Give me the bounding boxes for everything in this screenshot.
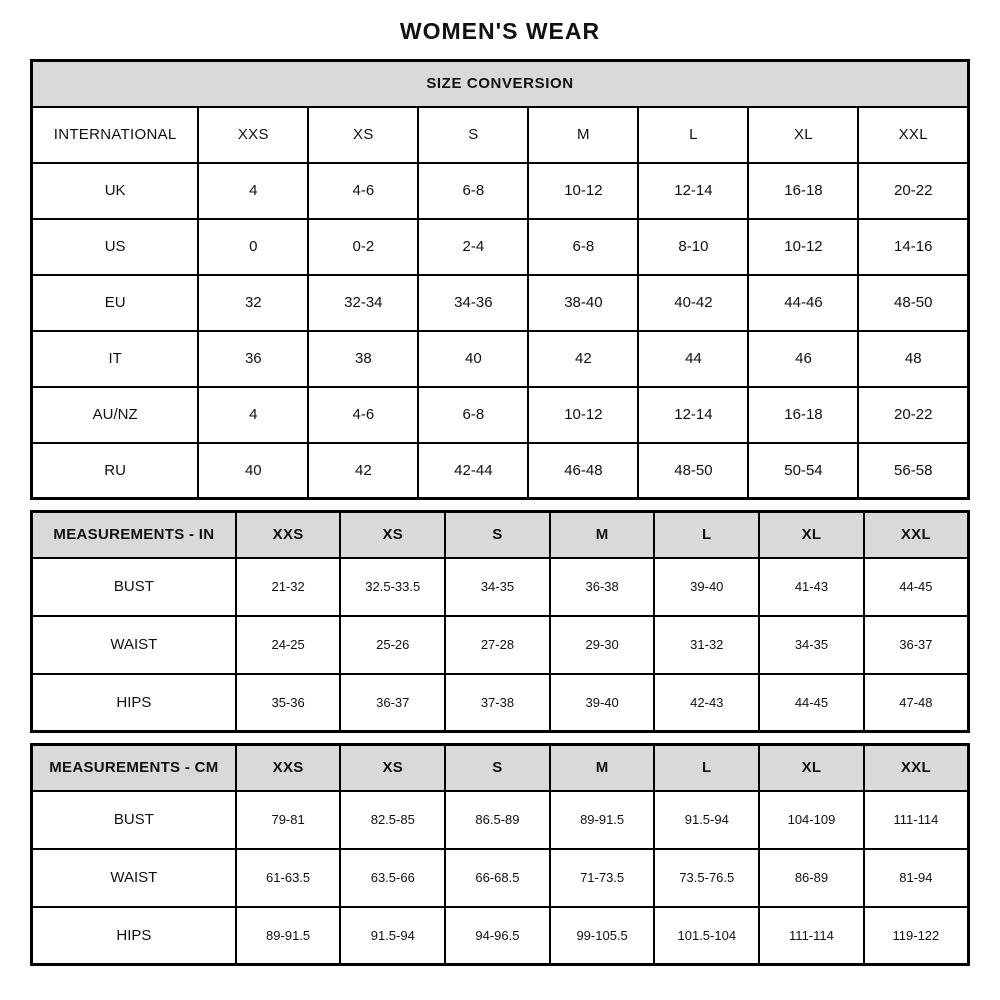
value-cell: 82.5-85 [340, 791, 445, 849]
value-cell: 46 [748, 331, 858, 387]
measurements-in-header-xs: XS [340, 512, 445, 558]
table-row [32, 275, 969, 331]
value-cell: 20-22 [858, 387, 968, 443]
value-cell: 48-50 [638, 443, 748, 499]
measurements-cm-header-xl: XL [759, 745, 864, 791]
value-cell: 0 [198, 219, 308, 275]
value-cell: 56-58 [858, 443, 968, 499]
measurements-cm-header-l: L [654, 745, 759, 791]
row-label: UK [32, 163, 199, 219]
value-cell: 42 [308, 443, 418, 499]
measurements-cm-header-xxl: XXL [864, 745, 969, 791]
table-row [32, 219, 969, 275]
value-cell: 14-16 [858, 219, 968, 275]
measurements-in-header-xl: XL [759, 512, 864, 558]
value-cell: 4 [198, 387, 308, 443]
value-cell: 24-25 [236, 616, 341, 674]
value-cell: 12-14 [638, 163, 748, 219]
banner-row [32, 61, 969, 107]
row-label: HIPS [32, 907, 236, 965]
value-cell: 89-91.5 [236, 907, 341, 965]
header-row [32, 512, 969, 558]
table-row [32, 674, 969, 732]
row-label: IT [32, 331, 199, 387]
page-title: WOMEN'S WEAR [399, 18, 601, 44]
value-cell: 8-10 [638, 219, 748, 275]
value-cell: 12-14 [638, 387, 748, 443]
measurements-cm-header-measurements-cm: MEASUREMENTS - CM [32, 745, 236, 791]
value-cell: 39-40 [654, 558, 759, 616]
value-cell: 46-48 [528, 443, 638, 499]
value-cell: 32-34 [308, 275, 418, 331]
value-cell: 38 [308, 331, 418, 387]
value-cell: 36-37 [864, 616, 969, 674]
value-cell: 81-94 [864, 849, 969, 907]
value-cell: 16-18 [748, 387, 858, 443]
row-label: US [32, 219, 199, 275]
measurements-in-header-m: M [550, 512, 655, 558]
value-cell: 20-22 [858, 163, 968, 219]
value-cell: 32 [198, 275, 308, 331]
value-cell: 0-2 [308, 219, 418, 275]
value-cell: 40-42 [638, 275, 748, 331]
value-cell: 86.5-89 [445, 791, 550, 849]
value-cell: 91.5-94 [340, 907, 445, 965]
value-cell: 31-32 [654, 616, 759, 674]
size-conversion-header-l: L [638, 107, 748, 163]
size-conversion-banner: SIZE CONVERSION [32, 61, 969, 107]
value-cell: 42 [528, 331, 638, 387]
value-cell: 48 [858, 331, 968, 387]
table-row [32, 907, 969, 965]
size-conversion-header-xl: XL [748, 107, 858, 163]
value-cell: 6-8 [528, 219, 638, 275]
size-conversion-header-xs: XS [308, 107, 418, 163]
table-row [32, 616, 969, 674]
size-conversion-header-m: M [528, 107, 638, 163]
row-label: EU [32, 275, 199, 331]
value-cell: 40 [198, 443, 308, 499]
measurements-cm-section [30, 743, 970, 966]
value-cell: 91.5-94 [654, 791, 759, 849]
value-cell: 16-18 [748, 163, 858, 219]
value-cell: 34-35 [759, 616, 864, 674]
value-cell: 4 [198, 163, 308, 219]
measurements-in-header-xxl: XXL [864, 512, 969, 558]
value-cell: 34-35 [445, 558, 550, 616]
row-label: WAIST [32, 849, 236, 907]
row-label: BUST [32, 791, 236, 849]
value-cell: 89-91.5 [550, 791, 655, 849]
value-cell: 10-12 [528, 387, 638, 443]
value-cell: 42-44 [418, 443, 528, 499]
value-cell: 119-122 [864, 907, 969, 965]
measurements-cm-table [30, 743, 970, 966]
table-row [32, 331, 969, 387]
value-cell: 44 [638, 331, 748, 387]
table-row [32, 791, 969, 849]
measurements-in-table [30, 510, 970, 733]
row-label: BUST [32, 558, 236, 616]
value-cell: 36 [198, 331, 308, 387]
row-label: AU/NZ [32, 387, 199, 443]
measurements-cm-header-s: S [445, 745, 550, 791]
value-cell: 47-48 [864, 674, 969, 732]
value-cell: 38-40 [528, 275, 638, 331]
value-cell: 36-38 [550, 558, 655, 616]
row-label: RU [32, 443, 199, 499]
value-cell: 32.5-33.5 [340, 558, 445, 616]
measurements-in-header-l: L [654, 512, 759, 558]
value-cell: 71-73.5 [550, 849, 655, 907]
size-conversion-section [30, 59, 970, 500]
row-label: HIPS [32, 674, 236, 732]
value-cell: 86-89 [759, 849, 864, 907]
value-cell: 104-109 [759, 791, 864, 849]
measurements-in-header-xxs: XXS [236, 512, 341, 558]
value-cell: 94-96.5 [445, 907, 550, 965]
value-cell: 4-6 [308, 387, 418, 443]
header-row [32, 745, 969, 791]
value-cell: 41-43 [759, 558, 864, 616]
value-cell: 10-12 [748, 219, 858, 275]
value-cell: 50-54 [748, 443, 858, 499]
value-cell: 44-45 [864, 558, 969, 616]
value-cell: 66-68.5 [445, 849, 550, 907]
value-cell: 48-50 [858, 275, 968, 331]
measurements-in-header-s: S [445, 512, 550, 558]
value-cell: 27-28 [445, 616, 550, 674]
measurements-in-header-measurements-in: MEASUREMENTS - IN [32, 512, 236, 558]
value-cell: 37-38 [445, 674, 550, 732]
value-cell: 34-36 [418, 275, 528, 331]
value-cell: 35-36 [236, 674, 341, 732]
value-cell: 61-63.5 [236, 849, 341, 907]
value-cell: 40 [418, 331, 528, 387]
value-cell: 36-37 [340, 674, 445, 732]
table-row [32, 387, 969, 443]
header-row [32, 107, 969, 163]
value-cell: 79-81 [236, 791, 341, 849]
value-cell: 29-30 [550, 616, 655, 674]
value-cell: 44-45 [759, 674, 864, 732]
table-row [32, 849, 969, 907]
table-row [32, 558, 969, 616]
value-cell: 2-4 [418, 219, 528, 275]
value-cell: 25-26 [340, 616, 445, 674]
measurements-in-section [30, 510, 970, 733]
table-row [32, 163, 969, 219]
value-cell: 39-40 [550, 674, 655, 732]
value-cell: 10-12 [528, 163, 638, 219]
size-conversion-table [30, 59, 970, 500]
value-cell: 4-6 [308, 163, 418, 219]
row-label: WAIST [32, 616, 236, 674]
measurements-cm-header-xxs: XXS [236, 745, 341, 791]
value-cell: 6-8 [418, 163, 528, 219]
value-cell: 44-46 [748, 275, 858, 331]
value-cell: 42-43 [654, 674, 759, 732]
table-row [32, 443, 969, 499]
size-conversion-header-s: S [418, 107, 528, 163]
value-cell: 21-32 [236, 558, 341, 616]
measurements-cm-header-m: M [550, 745, 655, 791]
size-conversion-header-international: INTERNATIONAL [32, 107, 199, 163]
value-cell: 6-8 [418, 387, 528, 443]
value-cell: 99-105.5 [550, 907, 655, 965]
value-cell: 111-114 [864, 791, 969, 849]
value-cell: 101.5-104 [654, 907, 759, 965]
size-conversion-header-xxl: XXL [858, 107, 968, 163]
value-cell: 73.5-76.5 [654, 849, 759, 907]
measurements-cm-header-xs: XS [340, 745, 445, 791]
value-cell: 63.5-66 [340, 849, 445, 907]
size-conversion-header-xxs: XXS [198, 107, 308, 163]
value-cell: 111-114 [759, 907, 864, 965]
